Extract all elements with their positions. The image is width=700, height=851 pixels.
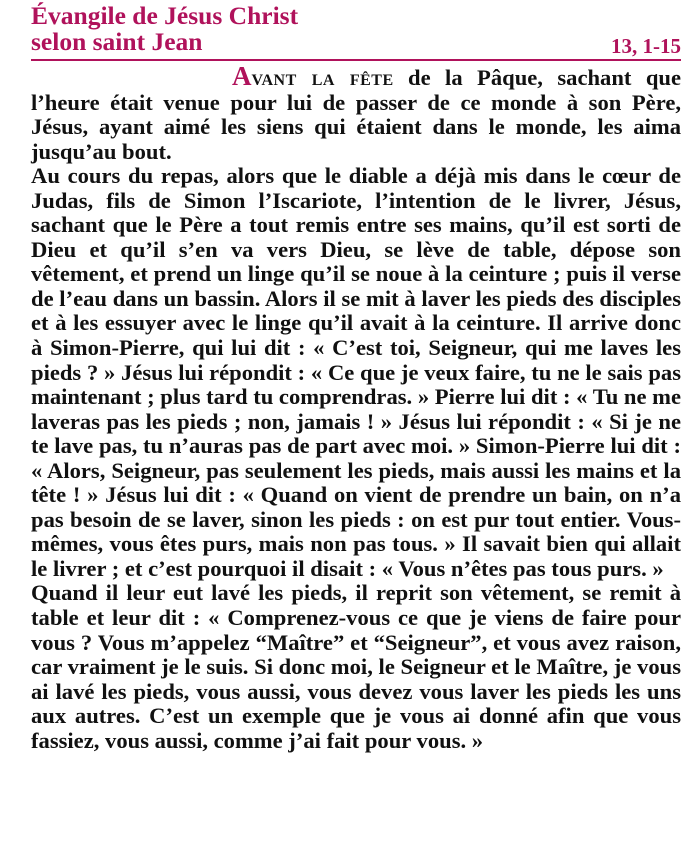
opener-smallcaps: vant la fête	[251, 65, 394, 90]
gospel-title	[31, 2, 681, 55]
title-line-2: selon saint Jean	[31, 27, 203, 56]
indent-spacer	[31, 64, 232, 88]
paragraph-2: Au cours du repas, alors que le diable a déjà mis dans le cœur de Judas, fils de Simon l’Iscariote, l’intention de le livrer, Jésus, sachant que le Père a tout remis entre ses mains, qu’il est sorti de Dieu et qu’il s’en va vers Dieu, se lève de table, dépose son vêtement, et prend un linge qu’il se noue à la ceinture ; puis il verse de l’eau dans un bassin. Alors il se mit à laver les pieds des disciples et à les essuyer avec le linge qu’il avait à la ceinture. Il arrive donc à Simon-Pierre, qui lui dit : « C’est toi, Seigneur, qui me laves les pieds ? » Jésus lui répondit : « Ce que je veux faire, tu ne le sais pas maintenant ; plus tard tu comprendras. » Pierre lui dit : « Tu ne me laveras pas les pieds ; non, jamais ! » Jésus lui répondit : « Si je ne te lave pas, tu n’auras pas de part avec moi. » Simon-Pierre lui dit : « Alors, Seigneur, pas seulement les pieds, mais aussi les mains et la tête ! » Jésus lui dit : « Quand on vient de prendre un bain, on n’a pas besoin de se laver, sinon les pieds : on est pur tout entier. Vous-mêmes, vous êtes purs, mais non pas tous. » Il savait bien qui allait le livrer ; et c’est pourquoi il disait : « Vous n’êtes pas tous purs. »	[31, 163, 682, 581]
paragraph-3: Quand il leur eut lavé les pieds, il reprit son vêtement, se remit à table et leur dit : « Comprenez-vous ce que je viens de faire pour vous ? Vous m’appelez “Maître” et “Seigneur”, et vous avez raison, car vraiment je le suis. Si donc moi, le Seigneur et le Maître, je vous ai lavé les pieds, vous aussi, vous devez vous laver les pieds les uns aux autres. C’est un exemple que je vous ai donné afin que vous fassiez, vous aussi, comme j’ai fait pour vous. »	[31, 580, 681, 753]
paragraph-1-text: de la Pâque, sachant que l’heure était venue pour lui de passer de ce monde à son Père, Jésus, ayant aimé les siens qui étaient dans le monde, les aima jusqu’au bout.	[31, 65, 681, 164]
title-line-1: Évangile de Jésus Christ	[31, 1, 299, 30]
gospel-header	[31, 2, 681, 61]
opener-capital: A	[232, 61, 252, 91]
scripture-reference: 13, 1-15	[611, 34, 681, 58]
paragraph-1	[31, 61, 681, 164]
gospel-text	[31, 61, 682, 753]
